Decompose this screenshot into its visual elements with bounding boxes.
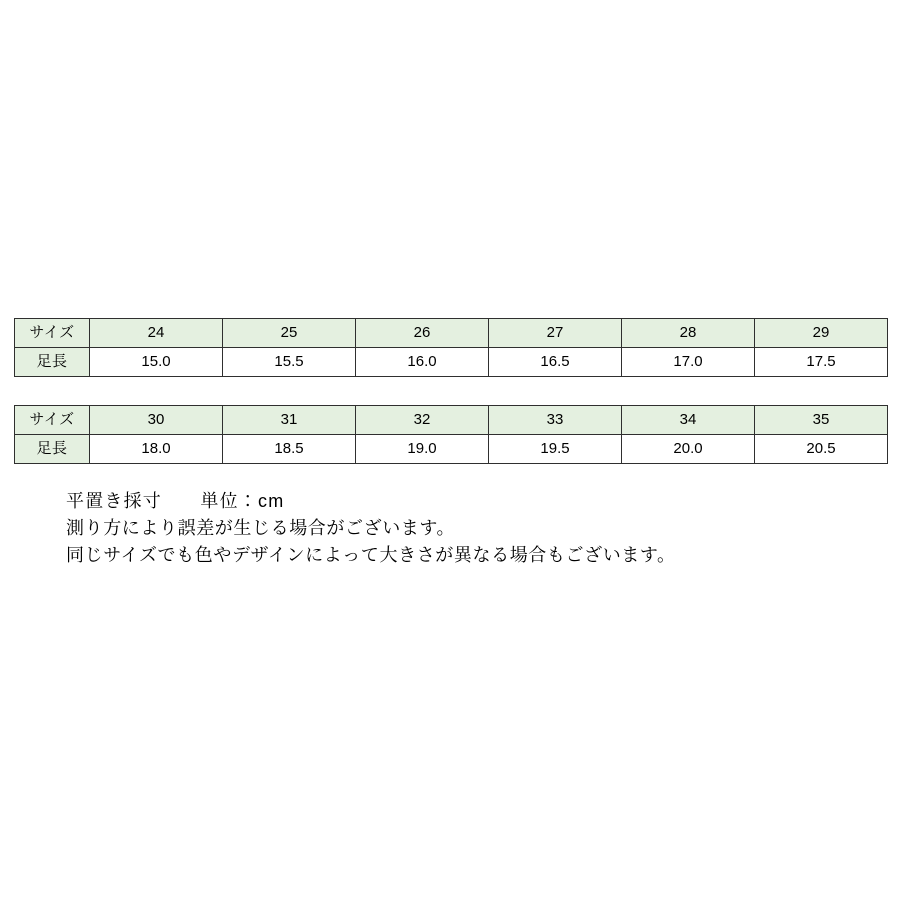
table-row [15,435,888,464]
size-header-cell: 31 [223,406,356,435]
size-header-cell: 30 [90,406,223,435]
note-tolerance: 測り方により誤差が生じる場合がございます。 [66,518,456,538]
foot-length-cell: 20.0 [622,435,755,464]
table-row [15,348,888,377]
note-measurement-method: 平置き採寸 単位：cm [66,491,285,511]
size-header-cell: 35 [755,406,888,435]
foot-length-cell: 15.5 [223,348,356,377]
table-row [15,406,888,435]
foot-length-cell: 16.0 [356,348,489,377]
size-table-2 [14,405,888,464]
size-header-cell: 27 [489,319,622,348]
size-header-cell: 25 [223,319,356,348]
row-header-foot-length: 足長 [15,435,90,464]
notes-block [66,488,676,569]
size-header-cell: 34 [622,406,755,435]
size-header-cell: 24 [90,319,223,348]
foot-length-cell: 19.5 [489,435,622,464]
size-header-cell: 33 [489,406,622,435]
foot-length-cell: 20.5 [755,435,888,464]
size-table-1 [14,318,888,377]
row-header-size: サイズ [15,319,90,348]
row-header-foot-length: 足長 [15,348,90,377]
foot-length-cell: 17.0 [622,348,755,377]
size-header-cell: 32 [356,406,489,435]
row-header-size: サイズ [15,406,90,435]
size-header-cell: 29 [755,319,888,348]
foot-length-cell: 15.0 [90,348,223,377]
table-row [15,319,888,348]
foot-length-cell: 18.5 [223,435,356,464]
size-header-cell: 28 [622,319,755,348]
foot-length-cell: 17.5 [755,348,888,377]
note-variation: 同じサイズでも色やデザインによって大きさが異なる場合もございます。 [66,545,676,565]
foot-length-cell: 16.5 [489,348,622,377]
foot-length-cell: 18.0 [90,435,223,464]
size-header-cell: 26 [356,319,489,348]
size-tables-container [14,318,888,464]
foot-length-cell: 19.0 [356,435,489,464]
